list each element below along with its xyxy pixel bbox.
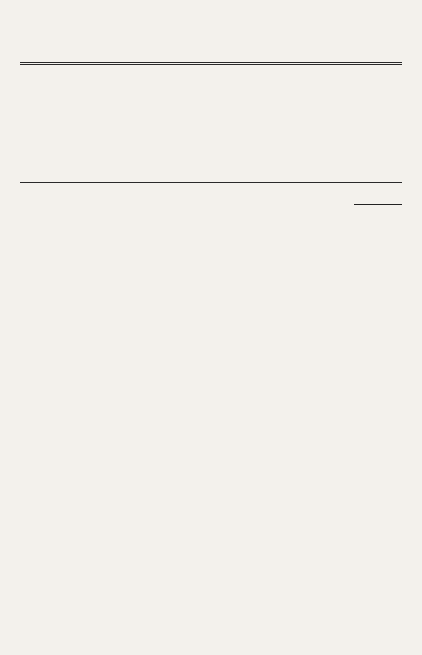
intro-date-underline (354, 204, 402, 205)
header-rule-bottom (20, 64, 402, 65)
okp-rule (20, 182, 402, 183)
header-rule-top (20, 62, 402, 63)
